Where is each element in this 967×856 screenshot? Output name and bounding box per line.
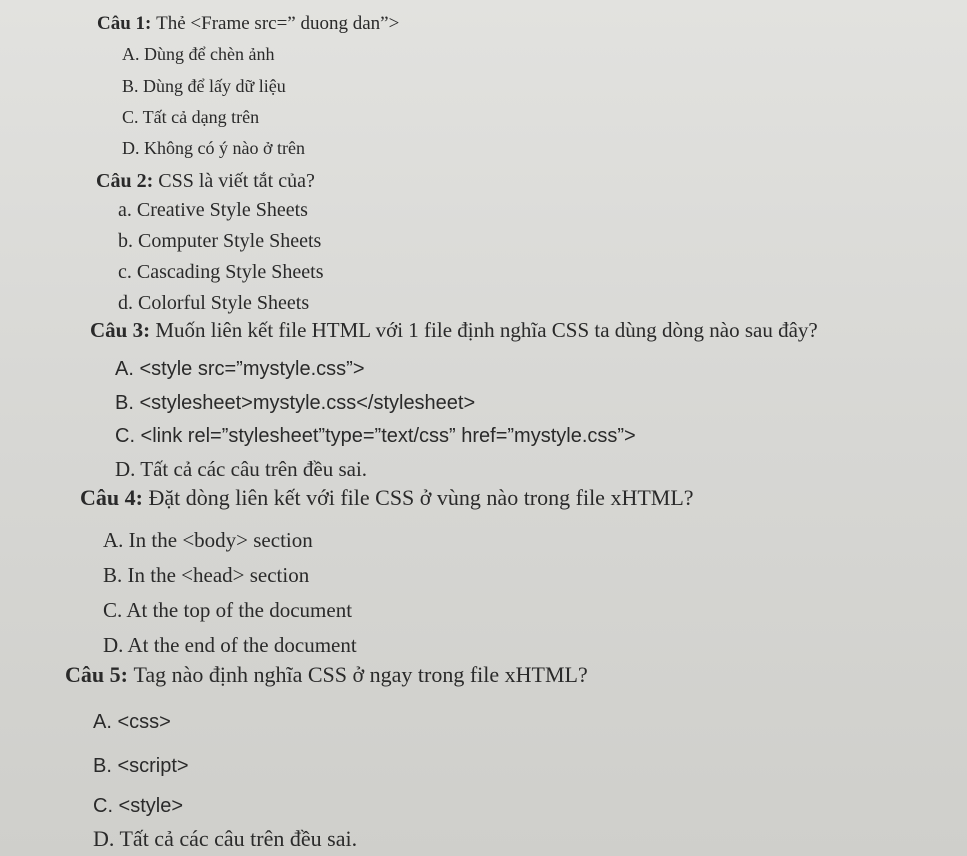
question-1-option-b: B. Dùng để lấy dữ liệu <box>122 76 286 96</box>
question-number: Câu 2: <box>96 170 154 192</box>
question-text: CSS là viết tắt của? <box>158 170 315 192</box>
question-4-option-a: A. In the <body> section <box>103 528 313 552</box>
question-4-heading <box>80 487 694 509</box>
question-number: Câu 4: <box>80 485 143 510</box>
question-2-option-b: b. Computer Style Sheets <box>118 230 322 252</box>
question-2-option-c: c. Cascading Style Sheets <box>118 261 324 283</box>
question-1-option-a: A. Dùng để chèn ảnh <box>122 44 275 64</box>
question-3-option-a: A. <style src=”mystyle.css”> <box>115 358 365 380</box>
question-5-option-c: C. <style> <box>93 795 184 817</box>
question-text: Muốn liên kết file HTML với 1 file định nghĩa CSS ta dùng dòng nào sau đây? <box>155 318 818 342</box>
question-3-heading <box>90 320 818 341</box>
question-1-option-c: C. Tất cả dạng trên <box>122 107 260 127</box>
question-2-heading <box>96 171 315 191</box>
question-4-option-c: C. At the top of the document <box>103 598 353 622</box>
question-5-option-d: D. Tất cả các câu trên đều sai. <box>93 826 358 851</box>
question-text: Đặt dòng liên kết với file CSS ở vùng nào trong file xHTML? <box>148 485 694 510</box>
question-number: Câu 5: <box>65 662 128 687</box>
question-number: Câu 3: <box>90 318 151 342</box>
question-4-option-d: D. At the end of the document <box>103 633 357 657</box>
question-5-heading <box>65 664 588 686</box>
question-text: Tag nào định nghĩa CSS ở ngay trong file xHTML? <box>133 662 588 687</box>
question-text: Thẻ <Frame src=” duong dan”> <box>156 13 400 34</box>
question-5-option-a: A. <css> <box>93 711 171 733</box>
question-5-option-b: B. <script> <box>93 755 189 777</box>
question-3-option-d: D. Tất cả các câu trên đều sai. <box>115 457 368 481</box>
question-1-heading <box>97 14 399 33</box>
question-4-option-b: B. In the <head> section <box>103 563 310 587</box>
question-2-option-a: a. Creative Style Sheets <box>118 199 308 221</box>
question-1-option-d: D. Không có ý nào ở trên <box>122 138 305 158</box>
question-3-option-b: B. <stylesheet>mystyle.css</stylesheet> <box>115 392 476 414</box>
question-number: Câu 1: <box>97 13 152 34</box>
question-3-option-c: C. <link rel=”stylesheet”type=”text/css” href=”mystyle.css”> <box>115 425 636 447</box>
question-2-option-d: d. Colorful Style Sheets <box>118 292 310 314</box>
